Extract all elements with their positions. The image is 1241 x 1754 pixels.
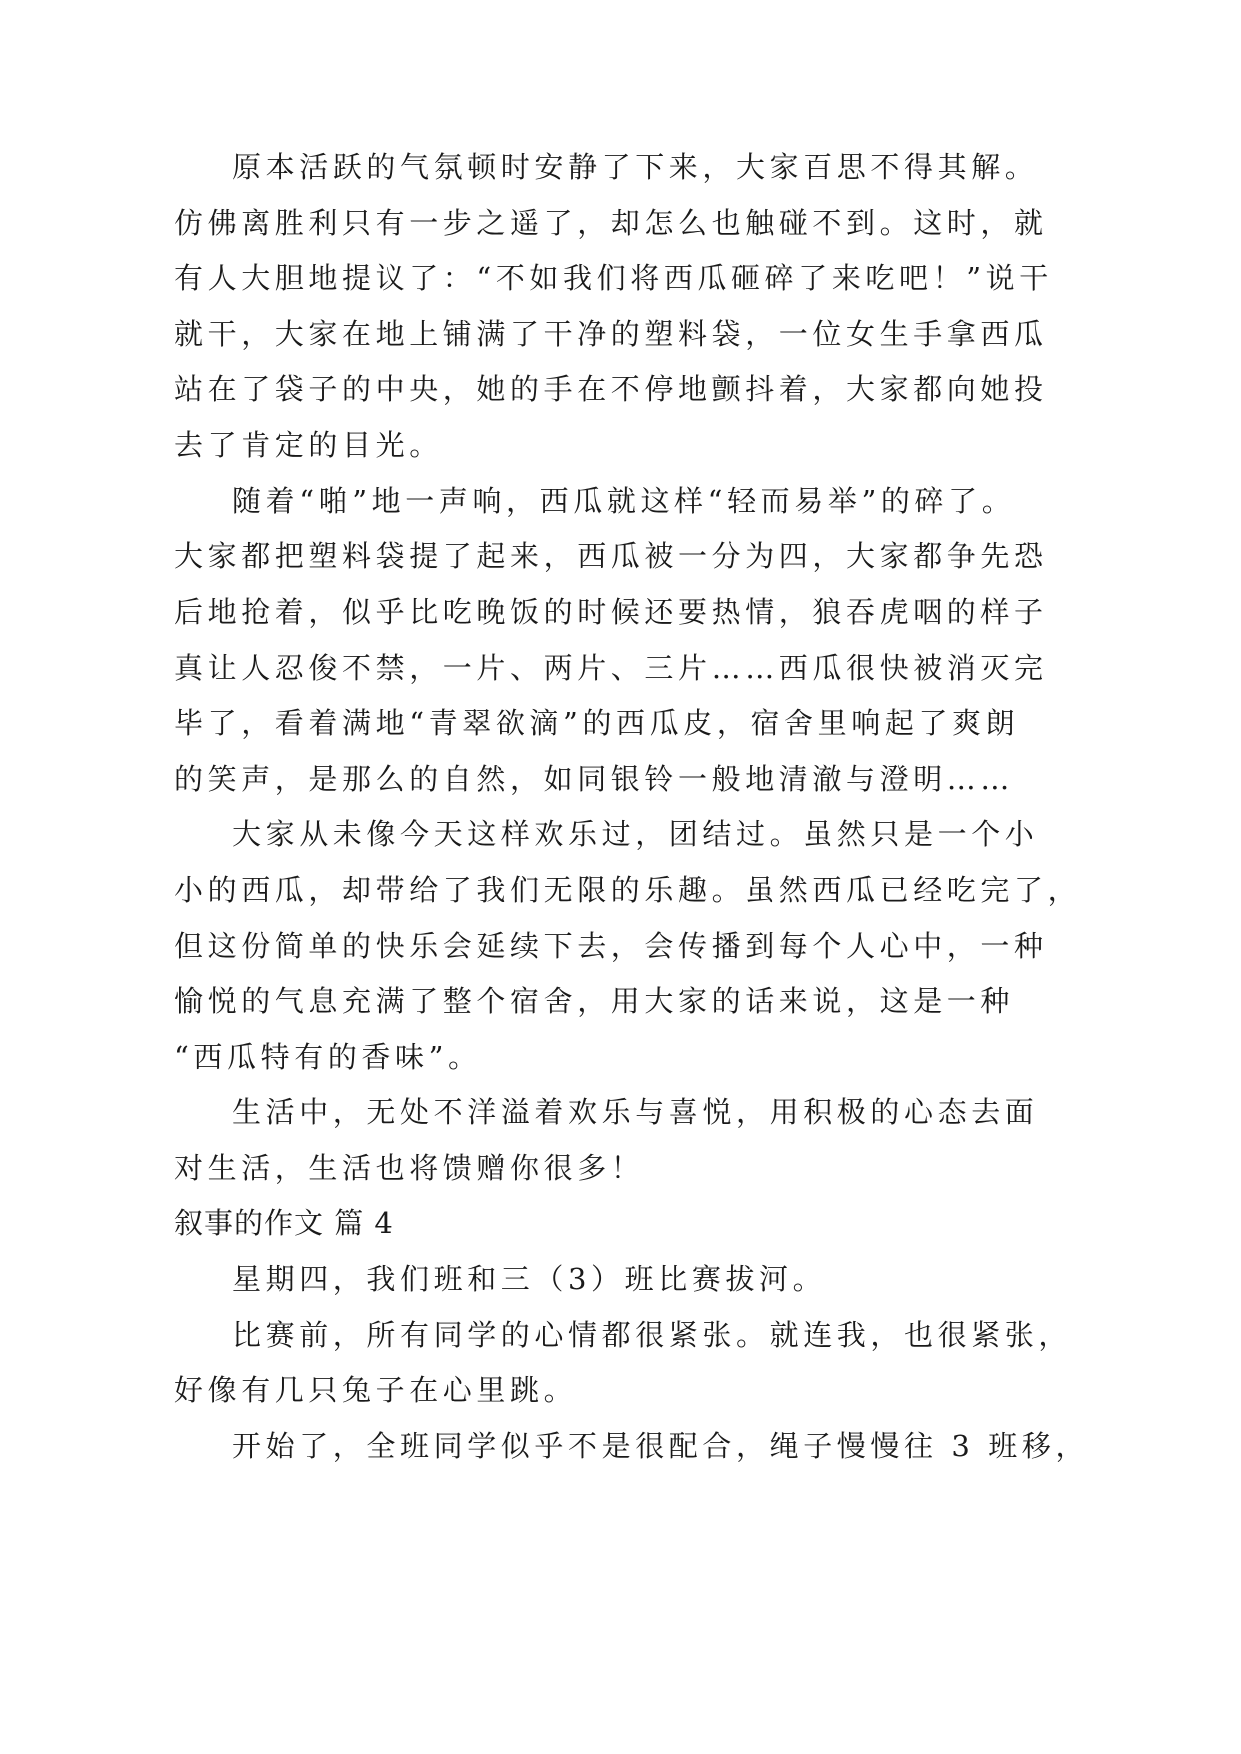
paragraph-line: 对生活，生活也将馈赠你很多！ [174, 1151, 645, 1185]
paragraph-line: 大家从未像今天这样欢乐过，团结过。虽然只是一个小 [232, 817, 1039, 851]
paragraph-line: 有人大胆地提议了：“不如我们将西瓜砸碎了来吃吧！”说干 [174, 261, 1053, 295]
paragraph-line: 星期四，我们班和三（3）班比赛拔河。 [232, 1262, 827, 1296]
paragraph-line: 但这份简单的快乐会延续下去，会传播到每个人心中，一种 [174, 929, 1048, 963]
paragraph-line: 原本活跃的气氛顿时安静了下来，大家百思不得其解。 [232, 150, 1039, 184]
paragraph-line: 愉悦的气息充满了整个宿舍，用大家的话来说，这是一种 [174, 984, 1015, 1018]
paragraph-line: 生活中，无处不洋溢着欢乐与喜悦，用积极的心态去面 [232, 1095, 1039, 1129]
paragraph-line: 大家都把塑料袋提了起来，西瓜被一分为四，大家都争先恐 [174, 539, 1048, 573]
paragraph-line: 开始了，全班同学似乎不是很配合，绳子慢慢往 3 班移， [232, 1429, 1090, 1463]
paragraph-line: 好像有几只兔子在心里跳。 [174, 1373, 578, 1407]
paragraph-line: 就干，大家在地上铺满了干净的塑料袋，一位女生手拿西瓜 [174, 317, 1048, 351]
paragraph-line: 后地抢着，似乎比吃晚饭的时候还要热情，狼吞虎咽的样子 [174, 595, 1048, 629]
paragraph-line: 毕了，看着满地“青翠欲滴”的西瓜皮，宿舍里响起了爽朗 [174, 706, 1020, 740]
paragraph-line: 小的西瓜，却带给了我们无限的乐趣。虽然西瓜已经吃完了， [174, 873, 1082, 907]
paragraph-line: 比赛前，所有同学的心情都很紧张。就连我，也很紧张， [232, 1318, 1073, 1352]
paragraph-line: 仿佛离胜利只有一步之遥了，却怎么也触碰不到。这时，就 [174, 206, 1048, 240]
paragraph-line: “西瓜特有的香味”。 [174, 1040, 482, 1074]
paragraph-line: 真让人忍俊不禁，一片、两片、三片……西瓜很快被消灭完 [174, 651, 1048, 685]
paragraph-line: 站在了袋子的中央，她的手在不停地颤抖着，大家都向她投 [174, 372, 1048, 406]
paragraph-line: 的笑声，是那么的自然，如同银铃一般地清澈与澄明…… [174, 762, 1015, 796]
section-heading: 叙事的作文 篇 4 [174, 1206, 394, 1240]
paragraph-line: 随着“啪”地一声响，西瓜就这样“轻而易举”的碎了。 [232, 484, 1016, 518]
paragraph-line: 去了肯定的目光。 [174, 428, 443, 462]
